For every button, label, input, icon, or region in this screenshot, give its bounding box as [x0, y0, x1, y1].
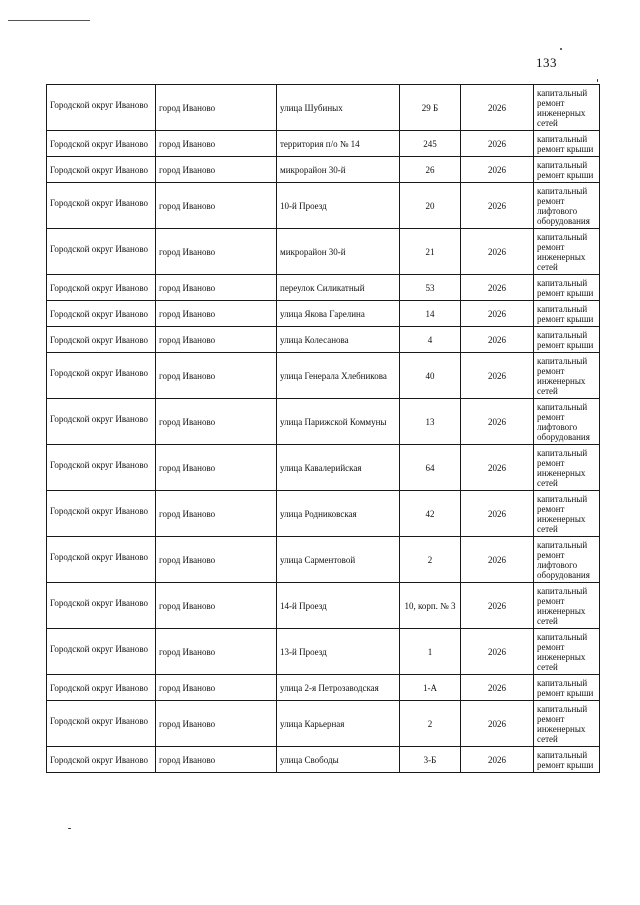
city-cell: город Иваново	[156, 747, 277, 773]
year-cell: 2026	[461, 675, 534, 701]
street-cell: территория п/о № 14	[277, 131, 400, 157]
table-row	[47, 629, 600, 675]
house-cell: 21	[400, 229, 461, 275]
okrug-cell: Городской округ Иваново	[47, 701, 156, 747]
okrug-cell: Городской округ Иваново	[47, 85, 156, 131]
year-cell: 2026	[461, 701, 534, 747]
year-cell: 2026	[461, 537, 534, 583]
city-cell: город Иваново	[156, 491, 277, 537]
house-cell: 2	[400, 701, 461, 747]
year-cell: 2026	[461, 583, 534, 629]
table-row	[47, 327, 600, 353]
house-cell: 53	[400, 275, 461, 301]
city-cell: город Иваново	[156, 399, 277, 445]
house-cell: 64	[400, 445, 461, 491]
table-row	[47, 301, 600, 327]
okrug-cell: Городской округ Иваново	[47, 537, 156, 583]
table-row	[47, 537, 600, 583]
work-type-cell: капитальный ремонт инженерных сетей	[534, 629, 600, 675]
house-cell: 4	[400, 327, 461, 353]
street-cell: микрорайон 30-й	[277, 229, 400, 275]
house-cell: 3-Б	[400, 747, 461, 773]
house-cell: 42	[400, 491, 461, 537]
year-cell: 2026	[461, 183, 534, 229]
table-row	[47, 583, 600, 629]
street-cell: улица Свободы	[277, 747, 400, 773]
city-cell: город Иваново	[156, 327, 277, 353]
house-cell: 1	[400, 629, 461, 675]
street-cell: улица Сарментовой	[277, 537, 400, 583]
house-cell: 1-А	[400, 675, 461, 701]
city-cell: город Иваново	[156, 301, 277, 327]
table-row	[47, 445, 600, 491]
city-cell: город Иваново	[156, 629, 277, 675]
table-row	[47, 747, 600, 773]
city-cell: город Иваново	[156, 229, 277, 275]
street-cell: микрорайон 30-й	[277, 157, 400, 183]
city-cell: город Иваново	[156, 583, 277, 629]
house-cell: 29 Б	[400, 85, 461, 131]
okrug-cell: Городской округ Иваново	[47, 353, 156, 399]
city-cell: город Иваново	[156, 275, 277, 301]
work-type-cell: капитальный ремонт крыши	[534, 157, 600, 183]
year-cell: 2026	[461, 445, 534, 491]
house-cell: 13	[400, 399, 461, 445]
work-type-cell: капитальный ремонт лифтового оборудования	[534, 399, 600, 445]
table-row	[47, 85, 600, 131]
street-cell: улица Генерала Хлебникова	[277, 353, 400, 399]
house-cell: 245	[400, 131, 461, 157]
work-type-cell: капитальный ремонт инженерных сетей	[534, 583, 600, 629]
repair-registry-table	[46, 84, 600, 773]
city-cell: город Иваново	[156, 183, 277, 229]
year-cell: 2026	[461, 131, 534, 157]
year-cell: 2026	[461, 229, 534, 275]
okrug-cell: Городской округ Иваново	[47, 583, 156, 629]
house-cell: 40	[400, 353, 461, 399]
year-cell: 2026	[461, 747, 534, 773]
okrug-cell: Городской округ Иваново	[47, 301, 156, 327]
year-cell: 2026	[461, 629, 534, 675]
work-type-cell: капитальный ремонт крыши	[534, 327, 600, 353]
table-row	[47, 229, 600, 275]
header-rule	[8, 20, 90, 21]
house-cell: 26	[400, 157, 461, 183]
year-cell: 2026	[461, 85, 534, 131]
work-type-cell: капитальный ремонт крыши	[534, 301, 600, 327]
table-row	[47, 131, 600, 157]
scan-speck	[597, 79, 598, 82]
work-type-cell: капитальный ремонт инженерных сетей	[534, 353, 600, 399]
okrug-cell: Городской округ Иваново	[47, 275, 156, 301]
scan-speck	[560, 48, 562, 50]
work-type-cell: капитальный ремонт крыши	[534, 275, 600, 301]
work-type-cell: капитальный ремонт крыши	[534, 675, 600, 701]
year-cell: 2026	[461, 353, 534, 399]
street-cell: улица Родниковская	[277, 491, 400, 537]
street-cell: переулок Силикатный	[277, 275, 400, 301]
work-type-cell: капитальный ремонт крыши	[534, 747, 600, 773]
okrug-cell: Городской округ Иваново	[47, 491, 156, 537]
okrug-cell: Городской округ Иваново	[47, 445, 156, 491]
page-number: 133	[536, 55, 557, 70]
okrug-cell: Городской округ Иваново	[47, 399, 156, 445]
year-cell: 2026	[461, 275, 534, 301]
city-cell: город Иваново	[156, 353, 277, 399]
work-type-cell: капитальный ремонт инженерных сетей	[534, 85, 600, 131]
city-cell: город Иваново	[156, 537, 277, 583]
okrug-cell: Городской округ Иваново	[47, 747, 156, 773]
street-cell: 10-й Проезд	[277, 183, 400, 229]
street-cell: 13-й Проезд	[277, 629, 400, 675]
table-row	[47, 675, 600, 701]
street-cell: улица 2-я Петрозаводская	[277, 675, 400, 701]
year-cell: 2026	[461, 399, 534, 445]
work-type-cell: капитальный ремонт инженерных сетей	[534, 701, 600, 747]
work-type-cell: капитальный ремонт инженерных сетей	[534, 491, 600, 537]
scan-speck	[68, 828, 71, 829]
house-cell: 14	[400, 301, 461, 327]
okrug-cell: Городской округ Иваново	[47, 629, 156, 675]
work-type-cell: капитальный ремонт инженерных сетей	[534, 229, 600, 275]
table-row	[47, 183, 600, 229]
table-row	[47, 353, 600, 399]
house-cell: 20	[400, 183, 461, 229]
work-type-cell: капитальный ремонт крыши	[534, 131, 600, 157]
work-type-cell: капитальный ремонт инженерных сетей	[534, 445, 600, 491]
okrug-cell: Городской округ Иваново	[47, 229, 156, 275]
year-cell: 2026	[461, 301, 534, 327]
city-cell: город Иваново	[156, 85, 277, 131]
city-cell: город Иваново	[156, 445, 277, 491]
okrug-cell: Городской округ Иваново	[47, 327, 156, 353]
year-cell: 2026	[461, 157, 534, 183]
street-cell: улица Карьерная	[277, 701, 400, 747]
city-cell: город Иваново	[156, 701, 277, 747]
table-row	[47, 491, 600, 537]
table-row	[47, 399, 600, 445]
street-cell: 14-й Проезд	[277, 583, 400, 629]
table-body	[47, 85, 600, 773]
okrug-cell: Городской округ Иваново	[47, 157, 156, 183]
street-cell: улица Кавалерийская	[277, 445, 400, 491]
table-row	[47, 157, 600, 183]
okrug-cell: Городской округ Иваново	[47, 183, 156, 229]
year-cell: 2026	[461, 327, 534, 353]
okrug-cell: Городской округ Иваново	[47, 131, 156, 157]
table-row	[47, 275, 600, 301]
city-cell: город Иваново	[156, 675, 277, 701]
table-row	[47, 701, 600, 747]
street-cell: улица Колесанова	[277, 327, 400, 353]
house-cell: 10, корп. № 3	[400, 583, 461, 629]
work-type-cell: капитальный ремонт лифтового оборудования	[534, 537, 600, 583]
okrug-cell: Городской округ Иваново	[47, 675, 156, 701]
street-cell: улица Якова Гарелина	[277, 301, 400, 327]
city-cell: город Иваново	[156, 157, 277, 183]
street-cell: улица Шубиных	[277, 85, 400, 131]
work-type-cell: капитальный ремонт лифтового оборудования	[534, 183, 600, 229]
house-cell: 2	[400, 537, 461, 583]
year-cell: 2026	[461, 491, 534, 537]
city-cell: город Иваново	[156, 131, 277, 157]
street-cell: улица Парижской Коммуны	[277, 399, 400, 445]
